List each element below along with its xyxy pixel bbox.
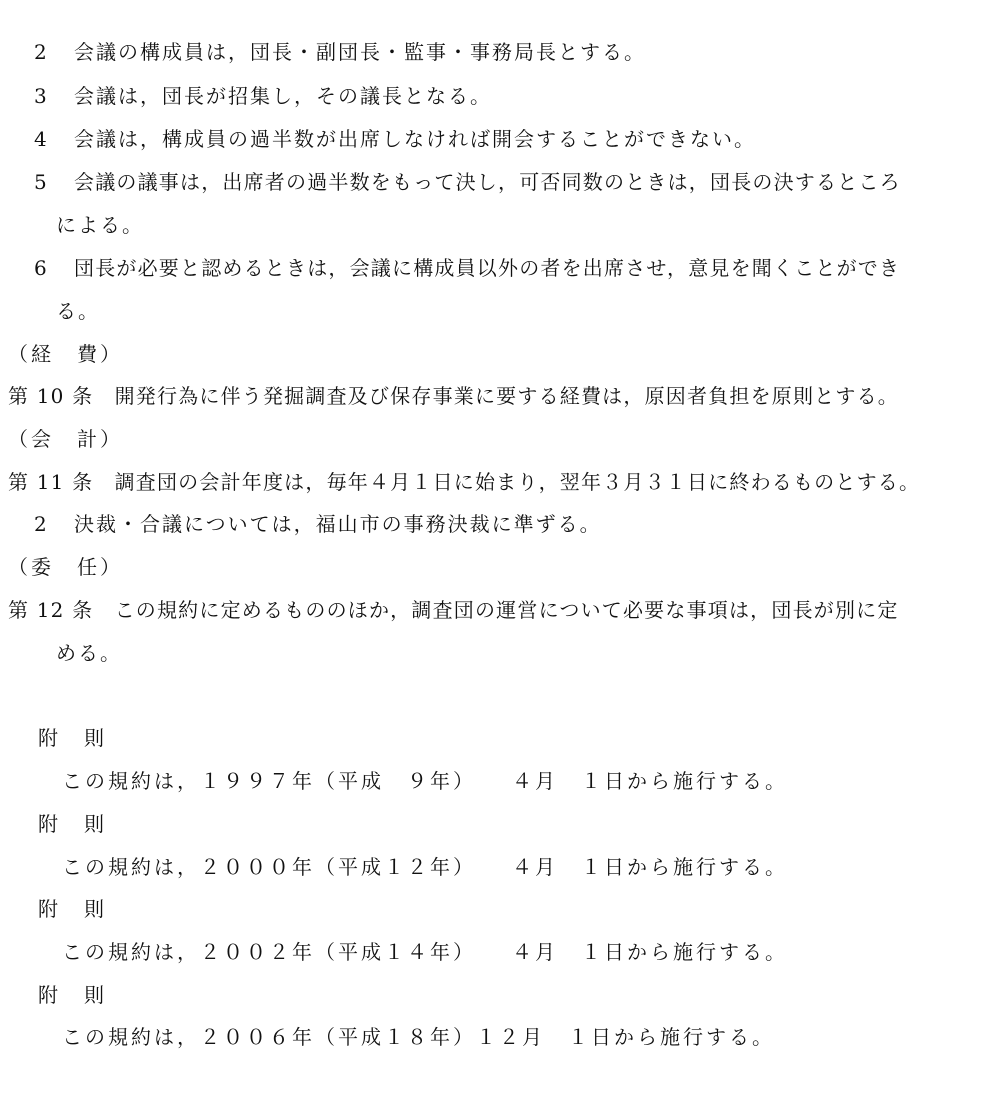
paragraph-number: 2 xyxy=(34,40,49,64)
supplementary-text: この規約は，２００２年（平成１４年） ４月 １日から施行する。 xyxy=(62,940,788,964)
article-12-heading: （委 任） xyxy=(8,555,123,579)
paragraph-5 xyxy=(34,170,901,194)
paragraph-text: 団長が必要と認めるときは，会議に構成員以外の者を出席させ，意見を聞くことができ xyxy=(74,256,901,280)
paragraph-6-continuation: る。 xyxy=(56,299,100,323)
article-11-paragraph-2 xyxy=(34,512,602,536)
paragraph-number: 4 xyxy=(34,127,49,151)
paragraph-2 xyxy=(34,40,646,64)
supplementary-text: この規約は，１９９７年（平成 ９年） ４月 １日から施行する。 xyxy=(62,769,788,793)
paragraph-number: 5 xyxy=(34,170,48,194)
paragraph-4 xyxy=(34,127,756,151)
paragraph-text: 会議の構成員は，団長・副団長・監事・事務局長とする。 xyxy=(74,40,646,64)
article-10-heading: （経 費） xyxy=(8,342,123,366)
article-11-heading: （会 計） xyxy=(8,427,123,451)
article-12: 第 12 条 この規約に定めるもののほか，調査団の運営について必要な事項は，団長が別に定 xyxy=(8,598,899,622)
article-11: 第 11 条 調査団の会計年度は，毎年４月１日に始まり，翌年３月３１日に終わるものとする。 xyxy=(8,470,921,494)
supplementary-heading: 附 則 xyxy=(38,812,107,836)
paragraph-5-continuation: による。 xyxy=(56,213,144,237)
article-10: 第 10 条 開発行為に伴う発掘調査及び保存事業に要する経費は，原因者負担を原則とする。 xyxy=(8,384,899,408)
paragraph-text: 会議は，団長が招集し，その議長となる。 xyxy=(74,84,492,108)
paragraph-text: 決裁・合議については，福山市の事務決裁に準ずる。 xyxy=(74,512,602,536)
article-12-continuation: める。 xyxy=(56,641,122,665)
paragraph-text: 会議は，構成員の過半数が出席しなければ開会することができない。 xyxy=(74,127,756,151)
paragraph-3 xyxy=(34,84,492,108)
supplementary-heading: 附 則 xyxy=(38,897,107,921)
paragraph-6 xyxy=(34,256,900,280)
paragraph-number: 6 xyxy=(34,256,48,280)
paragraph-number: 2 xyxy=(34,512,49,536)
supplementary-heading: 附 則 xyxy=(38,726,107,750)
paragraph-number: 3 xyxy=(34,84,49,108)
supplementary-text: この規約は，２００６年（平成１８年）１２月 １日から施行する。 xyxy=(62,1025,775,1049)
supplementary-text: この規約は，２０００年（平成１２年） ４月 １日から施行する。 xyxy=(62,855,788,879)
supplementary-heading: 附 則 xyxy=(38,983,107,1007)
paragraph-text: 会議の議事は，出席者の過半数をもって決し，可否同数のときは，団長の決するところ xyxy=(74,170,901,194)
